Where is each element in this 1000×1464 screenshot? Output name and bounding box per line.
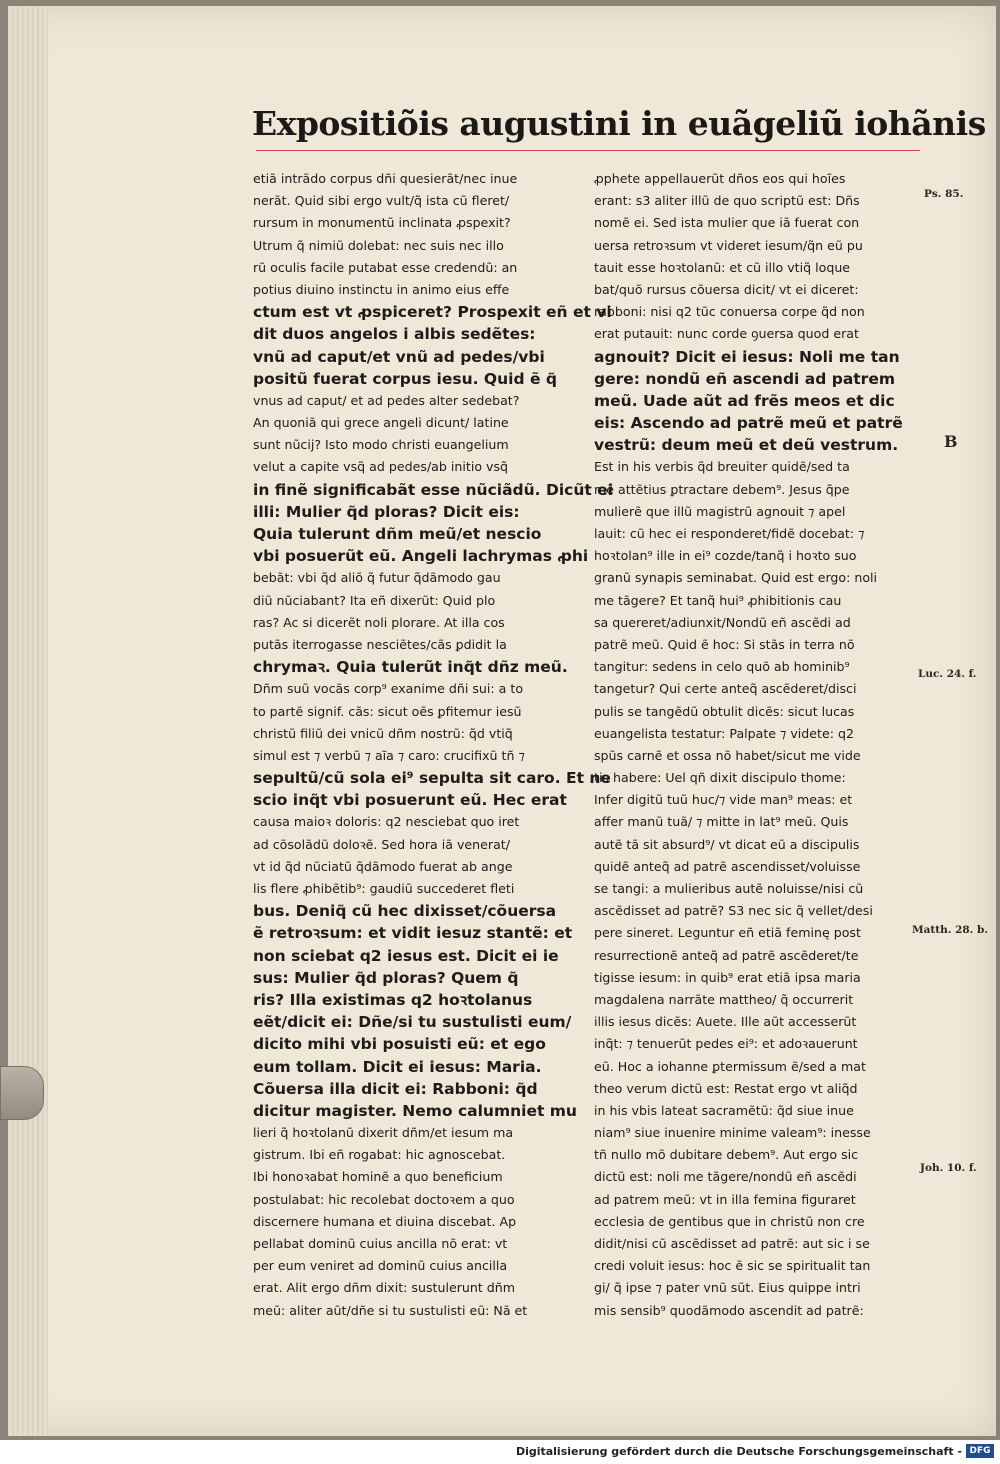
right-column-line: ascẽdisset ad patrẽ? S3 nec sic q̃ vellet/desi	[594, 903, 873, 919]
left-column-line: erat. Alit ergo dñm dixit: sustulerunt dñm	[253, 1280, 516, 1296]
right-column-line: gere: nondũ eñ ascendi ad patrem	[594, 369, 895, 388]
right-column-line: mẽ attẽtius ꝑtractare debem⁹. Jesus q̃pe	[594, 481, 850, 497]
left-column-line: etiã intrãdo corpus dñi quesierãt/nec inue	[253, 171, 518, 186]
left-column-line: scio inq̃t vbi posuerunt eũ. Hec erat	[253, 791, 567, 810]
right-column-line: euangelista testatur: Palpate ⁊ videte: q2	[594, 725, 854, 741]
right-column-line: magdalena narrãte mattheo/ q̃ occurrerit	[594, 991, 854, 1007]
left-column-line: chrymaꝛ. Quia tulerũt inq̃t dñz meũ.	[253, 658, 568, 677]
right-column-line: tangetur? Qui certe anteq̃ ascẽderet/disci	[594, 681, 857, 697]
left-column-line: nerãt. Quid sibi ergo vult/q̃ ista cũ fleret/	[253, 193, 510, 209]
left-column-line: rũ oculis facile putabat esse credendũ: an	[253, 259, 518, 275]
right-column-line: tangitur: sedens in celo quõ ab hominib⁹	[594, 659, 850, 675]
right-column-line: nomẽ ei. Sed ista mulier que iã fuerat con	[594, 215, 860, 231]
right-column-line: pulis se tangẽdũ obtulit dicẽs: sicut lucas	[594, 703, 855, 719]
right-column-line: eũ. Hoc a iohanne ꝑtermissum ẽ/sed a mat	[594, 1058, 866, 1074]
left-column-line: sepultũ/cũ sola ei⁹ sepulta sit caro. Et ne	[253, 769, 611, 788]
right-column-line: se tangi: a mulieribus autẽ noluisse/nisi cũ	[594, 881, 864, 896]
right-column-line: patrẽ meũ. Quid ẽ hoc: Si stãs in terra nõ	[594, 636, 855, 652]
left-column-line: illi: Mulier q̃d ploras? Dicit eis:	[253, 502, 520, 521]
right-column-line: autẽ tã sit absurd⁹/ vt dicat eũ a discipulis	[594, 836, 860, 852]
right-column-line: mulierẽ que illũ magistrũ agnouit ⁊ apel	[594, 503, 846, 519]
left-column-line: Cõuersa illa dicit ei: Rabboni: q̃d	[253, 1079, 538, 1098]
left-column-line: sunt nũcij? Isto modo christi euangelium	[253, 437, 509, 453]
left-column-line: in finẽ significabãt esse nũciãdũ. Dicũt ei	[253, 480, 614, 499]
left-column-line: simul est ⁊ verbũ ⁊ aĩa ⁊ caro: crucifixũ tñ ⁊	[253, 747, 525, 763]
left-column-line: Dñm suũ vocãs corp⁹ exanime dñi sui: a to	[253, 681, 524, 697]
left-column-line: putãs iterrogasse nesciẽtes/cãs ꝑdidit la	[253, 636, 507, 652]
right-column-line: illis iesus dicẽs: Auete. Ille aũt accesserũt	[594, 1014, 857, 1030]
right-column-line: ꝓphete appellauerũt dños eos qui hoĩes	[594, 171, 846, 186]
left-column-line: pellabat dominũ cuius ancilla nõ erat: vt	[253, 1236, 508, 1251]
right-column-line: tis habere: Uel qñ dixit discipulo thome:	[594, 770, 846, 786]
right-column-line: rabboni: nisi q2 tũc conuersa corpe q̃d non	[594, 304, 865, 320]
right-column-line: inq̃t: ⁊ tenuerũt pedes ei⁹: et adoꝛauerunt	[594, 1036, 858, 1052]
footer-bar	[0, 1440, 1000, 1464]
left-column-line: vnũ ad caput/et vnũ ad pedes/vbi	[253, 347, 545, 366]
right-text-column	[594, 168, 916, 1322]
right-column-line: affer manũ tuã/ ⁊ mitte in lat⁹ meũ. Quis	[594, 814, 849, 830]
right-column-line: eis: Ascendo ad patrẽ meũ et patrẽ	[594, 414, 903, 433]
right-column-line: erat putauit: nunc corde ꝯuersa quod erat	[594, 326, 859, 342]
margin-note-letter-b: B	[944, 432, 958, 451]
left-column-line: Utrum q̃ nimiũ dolebat: nec suis nec illo	[253, 237, 504, 253]
left-column-line: christũ filiũ dei vnicũ dñm nostrũ: q̃d vtiq̃	[253, 725, 513, 741]
left-column-line: non sciebat q2 iesus est. Dicit ei ie	[253, 946, 559, 965]
left-column-line: eum tollam. Dicit ei iesus: Maria.	[253, 1057, 542, 1076]
right-column-line: spũs carnẽ et ossa nõ habet/sicut me vide	[594, 747, 861, 763]
right-column-line: Est in his verbis q̃d breuiter quidẽ/sed ta	[594, 459, 850, 475]
left-column-line: An quoniã qui grece angeli dicunt/ latine	[253, 415, 509, 431]
left-column-line: vbi posuerũt eũ. Angeli lachrymas ꝓhi	[253, 547, 589, 566]
left-column-line: diũ nũciabant? Ita eñ dixerũt: Quid plo	[253, 592, 496, 608]
right-column-line: erant: s3 aliter illũ de quo scriptũ est: Dñs	[594, 193, 860, 209]
right-column-line: lauit: cũ hec ei responderet/fidẽ docebat: ⁊	[594, 526, 865, 541]
left-column-line: Ibi honoꝛabat hominẽ a quo beneficium	[253, 1169, 503, 1185]
right-column-line: niam⁹ siue inuenire minime valeam⁹: inesse	[594, 1125, 871, 1141]
left-column-line: velut a capite vsq̃ ad pedes/ab initio vsq̃	[253, 459, 509, 475]
right-column-line: ad patrem meũ: vt in illa femina figuraret	[594, 1191, 856, 1207]
left-column-line: bus. Deniq̃ cũ hec dixisset/cõuersa	[253, 902, 557, 921]
right-column-line: Infer digitũ tuũ huc/⁊ vide man⁹ meas: et	[594, 792, 853, 808]
right-column-line: gi/ q̃ ipse ⁊ pater vnũ sũt. Eius quippe intri	[594, 1280, 861, 1296]
left-column-line: dicitur magister. Nemo calumniet mu	[253, 1101, 577, 1120]
left-column-line: ris? Illa existimas q2 hoꝛtolanus	[253, 990, 533, 1009]
left-column-line: to partẽ signif. cãs: sicut oẽs ꝑfitemur iesũ	[253, 703, 522, 719]
right-column-line: sa quereret/adiunxit/Nondũ eñ ascẽdi ad	[594, 614, 851, 630]
right-column-line: quidẽ anteq̃ ad patrẽ ascendisset/voluisse	[594, 858, 861, 874]
left-column-line: lieri q̃ hoꝛtolanũ dixerit dñm/et iesum ma	[253, 1125, 514, 1141]
right-column-line: me tãgere? Et tanq̃ hui⁹ ꝓhibitionis cau	[594, 592, 842, 608]
left-column-line: dicito mihi vbi posuisti eũ: et ego	[253, 1035, 546, 1054]
right-column-line: vestrũ: deum meũ et deũ vestrum.	[594, 436, 899, 455]
right-column-line: didit/nisi cũ ascẽdisset ad patrẽ: aut sic i se	[594, 1236, 870, 1251]
right-column-line: bat/quõ rursus cõuersa dicit/ vt ei diceret:	[594, 281, 859, 297]
left-column-line: eẽt/dicit ei: Dñe/si tu sustulisti eum/	[253, 1013, 572, 1032]
right-column-line: theo verum dictũ est: Restat ergo vt aliq̃d	[594, 1080, 858, 1096]
margin-note-psalm: Ps. 85.	[924, 188, 964, 200]
right-column-line: granũ synapis seminabat. Quid est ergo: noli	[594, 570, 878, 586]
left-column-line: potius diuino instinctu in animo eius effe	[253, 281, 510, 297]
left-text-column	[253, 168, 614, 1322]
right-column-line: meũ. Uade aũt ad frẽs meos et dic	[594, 391, 895, 410]
margin-note-john: Joh. 10. f.	[920, 1162, 977, 1174]
right-column-line: hoꝛtolan⁹ ille in ei⁹ cozde/tanq̃ i hoꝛto suo	[594, 548, 857, 564]
left-column-line: bebãt: vbi q̃d aliõ q̃ futur q̃dãmodo gau	[253, 570, 501, 586]
header-underline	[256, 150, 920, 151]
right-column-line: tigisse iesum: in quib⁹ erat etiã ipsa maria	[594, 969, 861, 985]
left-column-line: per eum veniret ad dominũ cuius ancilla	[253, 1258, 508, 1274]
right-column-line: dictũ est: noli me tãgere/nondũ eñ ascẽdi	[594, 1169, 857, 1185]
dfg-logo: DFG	[966, 1444, 994, 1458]
right-column-line: in his vbis lateat sacramẽtũ: q̃d siue inue	[594, 1102, 854, 1118]
right-column-line: credi voluit iesus: hoc ẽ sic se spiritualit tan	[594, 1258, 871, 1274]
left-column-line: meũ: aliter aũt/dñe si tu sustulisti eũ: Nã et	[253, 1302, 528, 1318]
left-column-line: Quia tulerunt dñm meũ/et nescio	[253, 525, 542, 543]
margin-note-luke: Luc. 24. f.	[918, 668, 977, 680]
right-column-line: mis sensib⁹ quodãmodo ascendit ad patrẽ:	[594, 1302, 864, 1318]
left-column-line: ras? Ac si dicerẽt noli plorare. At illa cos	[253, 614, 505, 630]
book-clip	[0, 1066, 44, 1120]
right-column-line: ecclesia de gentibus que in christũ non cre	[594, 1213, 865, 1229]
left-column-line: rursum in monumentũ inclinata ꝓspexit?	[253, 215, 511, 231]
left-column-line: positũ fuerat corpus iesu. Quid ẽ q̃	[253, 369, 557, 388]
left-column-line: vt id q̃d nũciatũ q̃dãmodo fuerat ab ange	[253, 858, 513, 874]
left-column-line: vnus ad caput/ et ad pedes alter sedebat?	[253, 392, 520, 408]
margin-note-matthew: Matth. 28. b.	[912, 924, 988, 936]
page-edges	[8, 6, 48, 1436]
left-column-line: lis flere ꝓhibẽtib⁹: gaudiũ succederet fleti	[253, 881, 515, 896]
left-column-line: dit duos angelos i albis sedẽtes:	[253, 325, 536, 344]
right-column-line: resurrectionẽ anteq̃ ad patrẽ ascẽderet/te	[594, 947, 859, 963]
left-column-line: sus: Mulier q̃d ploras? Quem q̃	[253, 968, 519, 987]
left-column-line: ad cõsolãdũ doloꝛẽ. Sed hora iã venerat/	[253, 836, 510, 852]
left-column-line: gistrum. Ibi eñ rogabat: hic agnoscebat.	[253, 1147, 506, 1163]
running-header: Expositiõis augustini in euãgeliũ iohãnis	[252, 104, 986, 143]
right-column-line: agnouit? Dicit ei iesus: Noli me tan	[594, 347, 900, 366]
left-column-line: discernere humana et diuina discebat. Ap	[253, 1213, 517, 1229]
footer-credit: Digitalisierung gefördert durch die Deutsche Forschungsgemeinschaft -	[515, 1445, 962, 1458]
right-column-line: uersa retroꝛsum vt videret iesum/q̃n eũ pu	[594, 237, 863, 253]
left-column-line: ctum est vt ꝓspiceret? Prospexit eñ et vi	[253, 303, 612, 322]
left-column-line: ẽ retroꝛsum: et vidit iesuz stantẽ: et	[253, 924, 573, 943]
right-column-line: tauit esse hoꝛtolanũ: et cũ illo vtiq̃ loque	[594, 259, 851, 275]
left-column-line: causa maioꝛ doloris: q2 nesciebat quo iret	[253, 814, 520, 830]
right-column-line: tñ nullo mõ dubitare debem⁹. Aut ergo sic	[594, 1147, 859, 1163]
left-column-line: postulabat: hic recolebat doctoꝛem a quo	[253, 1191, 515, 1207]
right-column-line: pere sineret. Leguntur eñ etiã feminę post	[594, 925, 861, 941]
